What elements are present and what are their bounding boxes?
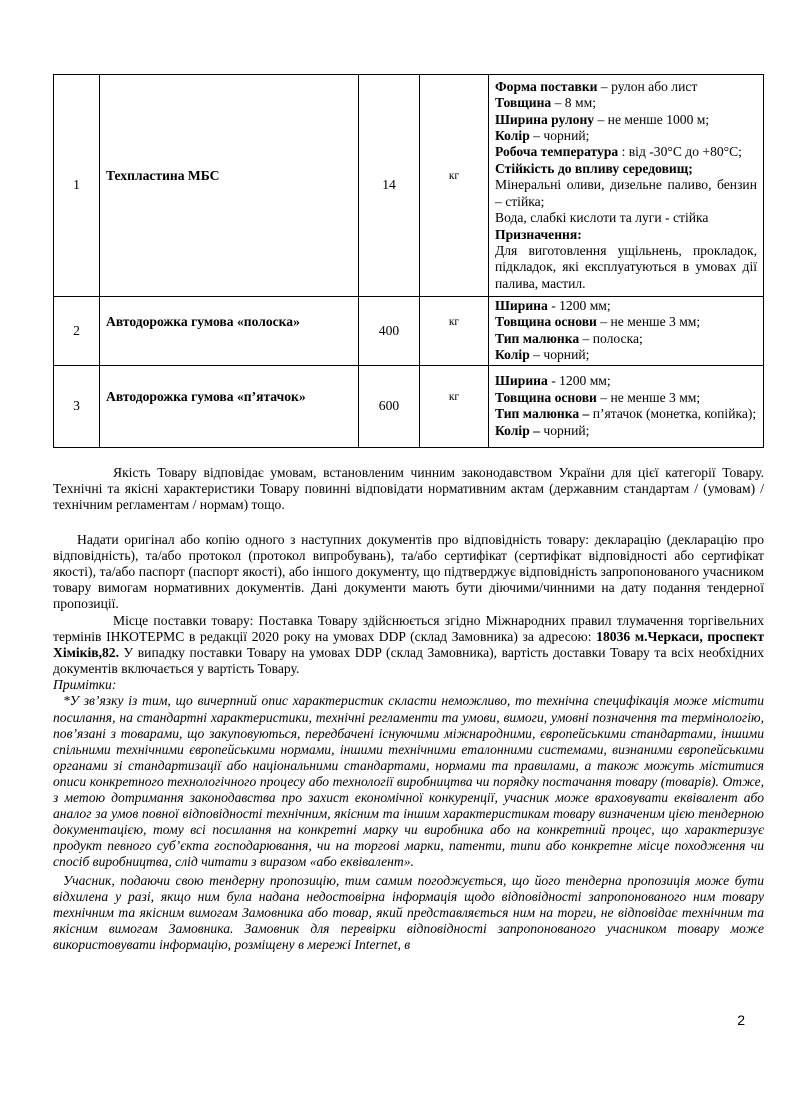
product-name: Автодорожка гумова «п’ятачок» — [106, 388, 306, 404]
page-number: 2 — [737, 1012, 745, 1028]
unit: кг — [448, 170, 460, 183]
spec-line — [495, 128, 757, 144]
spec-value: – не менше 3 мм; — [596, 314, 701, 330]
spec-value: – чорний; — [529, 347, 590, 363]
quantity: 14 — [359, 75, 420, 297]
spec-line — [495, 177, 757, 210]
spec-line — [495, 373, 757, 389]
row-number: 1 — [54, 75, 100, 297]
note-rejection: Учасник, подаючи свою тендерну пропозицію, тим самим погоджується, що його тендерна пропозиція може бути відхилена у разі, якщо ним була надана недостовірна інформація щодо відповідності запропонованого ним товару технічним та якісним вимогам Замовника або товар, який представляється ним на торги, не відповідає технічним та якісним вимогам Замовника. Замовник для перевірки відповідності запропонованого учасником товару може використовувати інформацію, розміщену в мережі Internet, в — [53, 872, 764, 952]
spec-label: Тип малюнка – — [495, 406, 590, 422]
specification-table-body — [54, 75, 764, 448]
spec-label: Ширина — [495, 298, 548, 313]
specification-table — [53, 74, 764, 448]
spec-label: Колір – — [495, 422, 540, 438]
spec-label: Призначення: — [495, 226, 582, 242]
spec-value: Для виготовлення ущільнень, прокладок, підкладок, які експлуатуються в умовах дії палива, мастил. — [495, 242, 757, 291]
spec-line — [495, 347, 757, 363]
documents-text: Надати оригінал або копію одного з наступних документів про відповідність товару: декларацію (декларацію про відповідність), та/або протокол (протокол випробувань), та/або сертифікат (сертифікат відповідності або сертифікат якості), та/або паспорт (паспорт якості), або іншого документу, що підтверджує відповідність запропонованого учасником товару вимогам нормативних документів. Дані документи мають бути діючими/чинними на дату подання тендерної пропозиції. — [53, 532, 764, 612]
specification-cell — [489, 365, 764, 447]
specification-cell — [489, 75, 764, 297]
spec-value: Мінеральні оливи, дизельне паливо, бензин – стійка; — [495, 177, 757, 209]
spec-value: чорний; — [539, 422, 590, 438]
unit: кг — [448, 315, 460, 328]
spec-value: – полоска; — [579, 330, 643, 346]
spec-label: Форма поставки — [495, 78, 598, 94]
spec-line — [495, 243, 757, 292]
quantity: 400 — [359, 297, 420, 366]
spec-line — [495, 210, 757, 226]
product-name-cell — [100, 297, 359, 366]
spec-line — [495, 314, 757, 330]
spec-label: Робоча температура — [495, 144, 619, 160]
spec-label: Ширина — [495, 373, 548, 389]
spec-line — [495, 298, 757, 314]
table-row — [54, 75, 764, 297]
spec-line — [495, 406, 757, 422]
delivery-text — [53, 613, 764, 677]
spec-value: Вода, слабкі кислоти та луги - стійка — [495, 210, 709, 226]
spec-label: Товщина основи — [495, 389, 597, 405]
quality-paragraph — [53, 465, 764, 513]
spec-label: Тип малюнка — [495, 330, 580, 346]
spec-label: Ширина рулону — [495, 111, 595, 127]
quality-text: Якість Товару відповідає умовам, встановленим чинним законодавством України для цієї категорії Товару. Технічні та якісні характеристики Товару повинні відповідати нормативним актам (державним стандартам / (умовам) / технічним регламентам / нормам) тощо. — [53, 465, 764, 513]
spec-value: : від -30°С до +80°С; — [618, 144, 742, 160]
spec-label: Колір — [495, 347, 530, 363]
row-number: 2 — [54, 297, 100, 366]
spec-line — [495, 95, 757, 111]
spec-label: Товщина — [495, 95, 552, 111]
spec-line — [495, 144, 757, 160]
quantity: 600 — [359, 365, 420, 447]
spec-label: Стійкість до впливу середовищ; — [495, 160, 693, 176]
spec-label: Колір — [495, 128, 530, 144]
spec-line — [495, 161, 757, 177]
spec-line — [495, 79, 757, 95]
product-name-cell — [100, 75, 359, 297]
spec-line — [495, 227, 757, 243]
spec-label: Товщина основи — [495, 314, 597, 330]
product-name-cell — [100, 365, 359, 447]
spec-value: – рулон або лист — [597, 78, 698, 94]
unit-cell — [420, 75, 489, 297]
spec-value: – не менше 1000 м; — [594, 111, 710, 127]
spec-value: - 1200 мм; — [547, 298, 611, 313]
spec-value: п’ятачок (монетка, копійка); — [589, 406, 757, 422]
table-row — [54, 365, 764, 447]
delivery-address: 18036 м.Черкаси, проспект Хіміків,82. — [53, 629, 765, 661]
spec-line — [495, 331, 757, 347]
spec-line — [495, 423, 757, 439]
spec-value: – чорний; — [529, 128, 590, 144]
product-name: Автодорожка гумова «полоска» — [106, 313, 300, 329]
spec-line — [495, 112, 757, 128]
row-number: 3 — [54, 365, 100, 447]
spec-value: – 8 мм; — [551, 95, 596, 111]
delivery-text-a: Місце поставки товару: Поставка Товару здійснюється згідно Міжнародних правил тлумачення торгівельних термінів ІНКОТЕРМС в редакції 2020 року на умовах DDP (склад Замовника) за адресою: — [53, 613, 764, 645]
spec-value: – не менше 3 мм; — [596, 389, 701, 405]
delivery-text-c: У випадку поставки Товару на умовах DDP (склад Замовника), вартість доставки Товару та всіх необхідних документів включається у вартість Товару. — [53, 645, 764, 677]
unit: кг — [448, 390, 460, 403]
product-name: Техпластина МБС — [106, 168, 220, 184]
note-equivalent: *У зв’язку із тим, що вичерпний опис характеристик скласти неможливо, то технічна специфікація може містити посилання, на стандартні характеристики, технічні регламенти та умови, вимоги, умовні позначення та термінологію, пов’язані з товарами, що закуповуються, передбачені існуючими міжнародними, європейськими стандартами, іншими спільними технічними європейськими нормами, іншими технічними еталонними системами, визнаними європейськими органами зі стандартизації або національними стандартами, нормами та правилами, а також можуть міститися описи конкретного технологічного процесу або технології виробництва чи порядку постачання товару (товарів). Отже, з метою дотримання законодавства про захист економічної конкуренції, учасник може враховувати еквівалент або аналог за умов повної відповідності технічним, якісним та іншим характеристикам товару визначеним цією тендерною документацією, тому всі посилання на конкретні марку чи виробника або на конкретний процес, що характеризує продукт певного суб’єкта господарювання, чи на торгові марки, патенти, типи або конкретне місце походження чи спосіб виробництва, слід читати з виразом «або еквівалент». — [53, 693, 764, 870]
unit-cell — [420, 365, 489, 447]
table-row — [54, 297, 764, 366]
unit-cell — [420, 297, 489, 366]
delivery-paragraph — [53, 613, 764, 953]
notes-title: Примітки: — [53, 677, 117, 693]
documents-paragraph — [53, 532, 764, 612]
specification-cell — [489, 297, 764, 366]
spec-line — [495, 390, 757, 406]
spec-value: - 1200 мм; — [547, 373, 611, 389]
